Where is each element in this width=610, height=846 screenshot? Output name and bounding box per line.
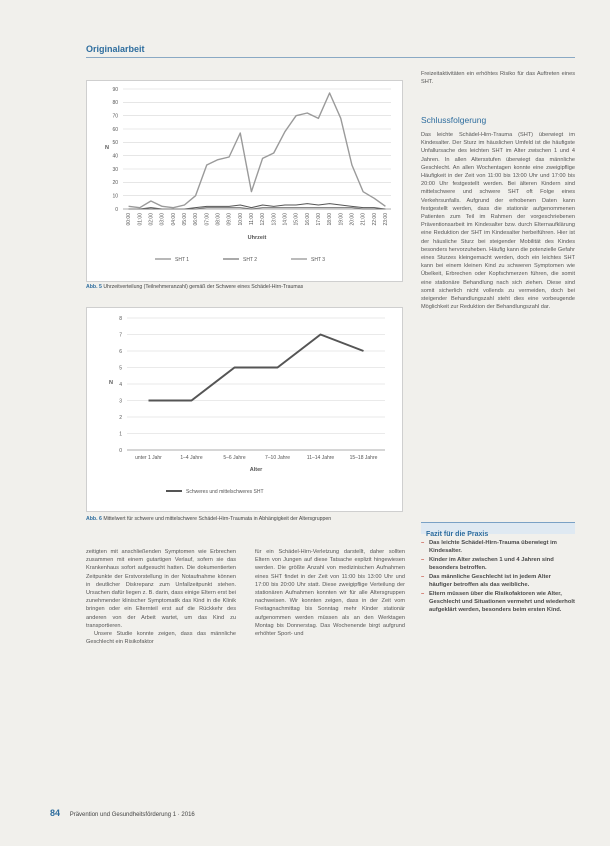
y-tick-label: 4 [119, 381, 122, 388]
x-tick-label: 01:00 [137, 213, 144, 226]
figure-2-caption [86, 516, 406, 523]
dash-icon: – [421, 540, 425, 546]
x-tick-label: 13:00 [271, 213, 278, 226]
x-tick-label: 12:00 [260, 213, 267, 226]
y-tick-label: 30 [112, 166, 118, 173]
x-tick-label: 00:00 [126, 213, 133, 226]
y-tick-label: 0 [115, 206, 118, 213]
x-tick-label: 07:00 [204, 213, 211, 226]
legend-label: SHT 3 [311, 256, 326, 263]
x-tick-label: 05:00 [182, 213, 189, 226]
line-chart-alter [87, 308, 402, 511]
x-tick-label: 5–6 Jahre [223, 455, 246, 461]
paragraph: für ein Schädel-Hirn-Verletzung darstellt, daher sollten Eltern von Jungen auf diese Tatsache explizit hingewiesen werden. Die größte Anzahl von medizinischen Aufnahmen eines SHT findet in der Zeit von 11:00 bis 13:00 Uhr und 17:00 bis 20:00 Uhr statt. Diese zweigipflige Verteilung der stationären Aufnahmen konnten wir für alle Altersgruppen nachweisen. Wir konnten zeigen, dass in der Zeit vom Freitagnachmittag bis Sonntag mehr Kinder stationär aufgenommen werden müssen als an den Werktagen Montag bis Donnerstag. Das Wochenende birgt aufgrund erhöhter Sport- und [255, 549, 405, 638]
y-tick-label: 60 [112, 126, 118, 133]
x-tick-label: 03:00 [159, 213, 166, 226]
conclusion-heading: Schlussfolgerung [421, 115, 487, 125]
x-tick-label: 09:00 [226, 213, 233, 226]
x-tick-label: 22:00 [371, 213, 378, 226]
paragraph: Das leichte Schädel-Hirn-Trauma (SHT) überwiegt im Kindesalter. Der Sturz im häuslichen Umfeld ist die häufigste Unfallursache des leichten SHT im Alter zwischen 1 und 4 Jahren. In allen Altersstufen überwiegt das männliche Geschlecht. An allen Wochentagen konnte eine zweigipflige Häufigkeit in der Zeit von 11:00 bis 13:00 Uhr und 17:00 bis 20:00 Uhr festgestellt werden. Bei älteren Kindern sind mittelschwere und schwere SHT oft Folge eines Verkehrsunfalls. Aufgrund der erhobenen Daten kann festgestellt werden, dass die stationär aufgenommenen Patienten zum Teil im Rahmen der vorgeschriebenen Präventionsarbeit im Kindesalter bzw. durch Elternaufklärung eine Reduktion der SHT im Kindesalter herbeiführen. Hier ist der häusliche Sturz bei steigender Mobilität des Kindes besonders hervorzuheben. Häufig kann die potenzielle Gefahr eines Sturzes kleingemacht werden, doch ein leichtes SHT kann bei einem kleinen Kind zu schweren Symptomen wie Übelkeit, Erbrechen oder Kopfschmerzen führen, die somit eine stationäre Behandlung nach sich ziehen. Diese sind somit sicherlich nicht vollends zu vermeiden, doch bei steigender Behandlungszahl steht dies eine vorbeugende Möglichkeit zur Reduktion der Behandlungszahl dar. [421, 132, 575, 311]
page-number: 84 [50, 808, 61, 818]
x-tick-label: 02:00 [148, 213, 155, 226]
x-tick-label: 08:00 [215, 213, 222, 226]
x-tick-label: 21:00 [360, 213, 367, 226]
y-tick-label: 80 [112, 100, 118, 107]
y-axis-title: N [109, 380, 113, 386]
y-tick-label: 7 [119, 332, 122, 339]
fazit-item: – Eltern müssen über die Risikofaktoren wie Alter, Geschlecht und Situationen vermehrt und wiederholt aufgeklärt werden, besonders beim ersten Kind. [421, 591, 575, 613]
x-tick-label: 11–14 Jahre [306, 455, 335, 461]
figure-2-caption-text: Mittelwert für schwere und mittelschwere Schädel-Hirn-Traumata in Abhängigkeit der Altersgruppen [103, 516, 332, 522]
y-tick-label: 5 [119, 365, 122, 372]
journal-name: Prävention und Gesundheitsförderung 1 · 2016 [69, 812, 195, 818]
x-tick-label: 11:00 [249, 213, 256, 226]
x-tick-label: 20:00 [349, 213, 356, 226]
dash-icon: – [421, 557, 425, 564]
right-column-body [421, 131, 575, 311]
y-tick-label: 70 [112, 113, 118, 120]
x-tick-label: 18:00 [327, 213, 334, 226]
series-line [129, 93, 386, 208]
right-column-intro [421, 70, 575, 86]
legend-label: SHT 1 [175, 256, 190, 263]
y-tick-label: 20 [112, 180, 118, 187]
x-tick-label: 1–4 Jahre [180, 455, 203, 461]
fazit-item: – Kinder im Alter zwischen 1 und 4 Jahren sind besonders betroffen. [421, 557, 554, 571]
fazit-item: – Das männliche Geschlecht ist in jedem Alter häufiger betroffen als das weibliche. [421, 574, 551, 588]
y-tick-label: 0 [119, 447, 122, 454]
x-tick-label: 15–18 Jahre [349, 455, 378, 461]
x-axis-title: Alter [249, 467, 263, 473]
legend-label: SHT 2 [243, 256, 258, 263]
paragraph: Unsere Studie konnte zeigen, dass das männliche Geschlecht ein Risikofaktor [86, 631, 236, 646]
figure-2 [86, 307, 403, 512]
header-rule [86, 57, 575, 58]
figure-1-caption [86, 284, 406, 291]
x-tick-label: 16:00 [304, 213, 311, 226]
x-tick-label: 17:00 [316, 213, 323, 226]
y-tick-label: 50 [112, 140, 118, 147]
y-tick-label: 6 [119, 348, 122, 355]
fazit-item: – Das leichte Schädel-Hirn-Trauma überwiegt im Kindesalter. [421, 540, 557, 554]
dash-icon: – [421, 574, 425, 581]
fazit-list [421, 540, 575, 616]
y-tick-label: 8 [119, 315, 122, 322]
fazit-heading: Fazit für die Praxis [426, 531, 489, 538]
section-title: Originalarbeit [86, 44, 145, 54]
x-tick-label: unter 1 Jahr [135, 455, 162, 461]
x-tick-label: 14:00 [282, 213, 289, 226]
footer [50, 808, 195, 818]
y-tick-label: 40 [112, 153, 118, 160]
x-tick-label: 15:00 [293, 213, 300, 226]
fazit-heading-box [421, 522, 575, 538]
dash-icon: – [421, 591, 425, 598]
x-tick-label: 04:00 [170, 213, 177, 226]
y-tick-label: 3 [119, 398, 122, 405]
line-chart-uhrzeit [87, 81, 402, 281]
figure-2-caption-label: Abb. 6 [86, 516, 102, 522]
paragraph: Freizeitaktivitäten ein erhöhtes Risiko für das Auftreten eines SHT. [421, 71, 575, 86]
y-tick-label: 10 [112, 193, 118, 200]
text-column-1 [86, 548, 236, 646]
y-axis-title: N [105, 145, 109, 151]
text-column-2 [255, 548, 405, 638]
figure-1-caption-label: Abb. 5 [86, 284, 102, 290]
figure-1 [86, 80, 403, 282]
x-tick-label: 06:00 [193, 213, 200, 226]
x-tick-label: 23:00 [383, 213, 390, 226]
legend-label: Schweres und mittelschweres SHT [186, 488, 264, 495]
x-axis-title: Uhrzeit [247, 235, 267, 241]
y-tick-label: 2 [119, 414, 122, 421]
y-tick-label: 1 [119, 431, 122, 438]
x-tick-label: 19:00 [338, 213, 345, 226]
x-tick-label: 10:00 [237, 213, 244, 226]
y-tick-label: 90 [112, 86, 118, 93]
x-tick-label: 7–10 Jahre [264, 455, 291, 461]
paragraph: zeitigten mit anschließenden Symptomen wie Erbrechen zusammen mit einem gutartigen Verlauf, sofern sie das Krankenhaus sofort aufgesucht hatten. Die dokumentierten Zeitpunkte der Erstvorstellung in der Notaufnahme können in deutlicher Diskrepanz zum Unfallzeitpunkt stehen. Ursachen dafür liegen z. B. darin, dass einige Eltern erst bei zunehmender klinischer Symptomatik das Kind in die Klinik bringen oder ein Elternteil erst auf die Rückkehr des anderen von der Arbeit wartet, um das Kind zu transportieren. [86, 549, 236, 629]
figure-1-caption-text: Uhrzeitverteilung (Teilnehmeranzahl) gemäß der Schwere eines Schädel-Hirn-Traumas [103, 284, 304, 290]
